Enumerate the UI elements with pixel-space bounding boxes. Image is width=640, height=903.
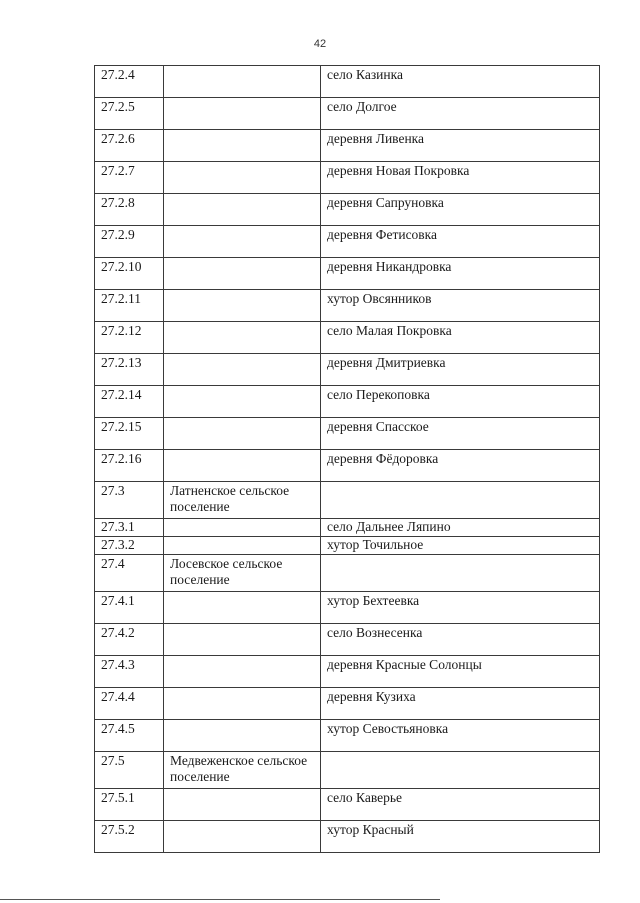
row-locality-cell (321, 752, 600, 789)
row-code-cell: 27.4 (95, 555, 164, 592)
row-code-cell: 27.2.4 (95, 66, 164, 98)
row-code-cell: 27.3.2 (95, 537, 164, 555)
row-locality-cell: хутор Точильное (321, 537, 600, 555)
row-code-cell: 27.2.12 (95, 322, 164, 354)
row-locality-cell: деревня Кузиха (321, 688, 600, 720)
table-row (95, 66, 600, 98)
row-locality-cell: деревня Никандровка (321, 258, 600, 290)
table-row (95, 624, 600, 656)
row-settlement-cell (164, 624, 321, 656)
row-settlement-cell (164, 821, 321, 853)
row-locality-cell: село Дальнее Ляпино (321, 519, 600, 537)
row-code-cell: 27.2.11 (95, 290, 164, 322)
table-row (95, 354, 600, 386)
row-locality-cell: село Перекоповка (321, 386, 600, 418)
row-settlement-cell: Латненское сельское поселение (164, 482, 321, 519)
table-row (95, 130, 600, 162)
row-locality-cell: село Долгое (321, 98, 600, 130)
table-row (95, 418, 600, 450)
row-code-cell: 27.4.2 (95, 624, 164, 656)
row-locality-cell: деревня Новая Покровка (321, 162, 600, 194)
row-settlement-cell (164, 519, 321, 537)
footer-divider (0, 899, 440, 900)
table-row (95, 555, 600, 592)
row-code-cell: 27.2.8 (95, 194, 164, 226)
row-code-cell: 27.5.2 (95, 821, 164, 853)
row-locality-cell: село Каверье (321, 789, 600, 821)
row-settlement-cell (164, 688, 321, 720)
row-code-cell: 27.2.15 (95, 418, 164, 450)
row-settlement-cell (164, 354, 321, 386)
row-locality-cell: деревня Сапруновка (321, 194, 600, 226)
table-row (95, 226, 600, 258)
row-settlement-cell (164, 386, 321, 418)
row-settlement-cell (164, 290, 321, 322)
table-row (95, 290, 600, 322)
settlements-table (94, 65, 600, 853)
row-locality-cell: хутор Севостьяновка (321, 720, 600, 752)
row-locality-cell: село Малая Покровка (321, 322, 600, 354)
row-code-cell: 27.5.1 (95, 789, 164, 821)
row-code-cell: 27.4.5 (95, 720, 164, 752)
table-row (95, 720, 600, 752)
table-row (95, 194, 600, 226)
row-locality-cell: деревня Красные Солонцы (321, 656, 600, 688)
table-row (95, 537, 600, 555)
table-row (95, 322, 600, 354)
row-code-cell: 27.2.10 (95, 258, 164, 290)
table-row (95, 688, 600, 720)
row-settlement-cell (164, 656, 321, 688)
row-code-cell: 27.4.3 (95, 656, 164, 688)
row-code-cell: 27.2.9 (95, 226, 164, 258)
table-row (95, 752, 600, 789)
row-code-cell: 27.2.14 (95, 386, 164, 418)
row-settlement-cell (164, 322, 321, 354)
row-settlement-cell: Медвеженское сельское поселение (164, 752, 321, 789)
row-locality-cell: деревня Фетисовка (321, 226, 600, 258)
table-row (95, 450, 600, 482)
row-settlement-cell (164, 258, 321, 290)
row-settlement-cell (164, 789, 321, 821)
row-code-cell: 27.4.1 (95, 592, 164, 624)
row-locality-cell: деревня Ливенка (321, 130, 600, 162)
row-settlement-cell (164, 66, 321, 98)
table-row (95, 98, 600, 130)
table-row (95, 482, 600, 519)
table-row (95, 592, 600, 624)
page-number: 42 (313, 38, 327, 50)
row-code-cell: 27.3.1 (95, 519, 164, 537)
row-settlement-cell (164, 720, 321, 752)
row-code-cell: 27.2.6 (95, 130, 164, 162)
row-locality-cell: деревня Дмитриевка (321, 354, 600, 386)
table-row (95, 789, 600, 821)
table-row (95, 258, 600, 290)
row-locality-cell: село Вознесенка (321, 624, 600, 656)
row-settlement-cell (164, 592, 321, 624)
row-code-cell: 27.2.7 (95, 162, 164, 194)
row-locality-cell (321, 555, 600, 592)
row-code-cell: 27.4.4 (95, 688, 164, 720)
table-row (95, 386, 600, 418)
row-locality-cell (321, 482, 600, 519)
row-settlement-cell: Лосевское сельское поселение (164, 555, 321, 592)
table-body (95, 66, 600, 853)
row-locality-cell: деревня Фёдоровка (321, 450, 600, 482)
row-settlement-cell (164, 450, 321, 482)
row-code-cell: 27.3 (95, 482, 164, 519)
row-locality-cell: деревня Спасское (321, 418, 600, 450)
row-code-cell: 27.2.16 (95, 450, 164, 482)
row-settlement-cell (164, 418, 321, 450)
row-locality-cell: хутор Овсянников (321, 290, 600, 322)
row-code-cell: 27.2.13 (95, 354, 164, 386)
row-locality-cell: хутор Бехтеевка (321, 592, 600, 624)
row-settlement-cell (164, 194, 321, 226)
table-row (95, 162, 600, 194)
row-locality-cell: село Казинка (321, 66, 600, 98)
row-settlement-cell (164, 162, 321, 194)
row-code-cell: 27.2.5 (95, 98, 164, 130)
row-settlement-cell (164, 537, 321, 555)
table-row (95, 656, 600, 688)
table-row (95, 821, 600, 853)
row-settlement-cell (164, 130, 321, 162)
row-code-cell: 27.5 (95, 752, 164, 789)
row-locality-cell: хутор Красный (321, 821, 600, 853)
table-row (95, 519, 600, 537)
row-settlement-cell (164, 226, 321, 258)
row-settlement-cell (164, 98, 321, 130)
